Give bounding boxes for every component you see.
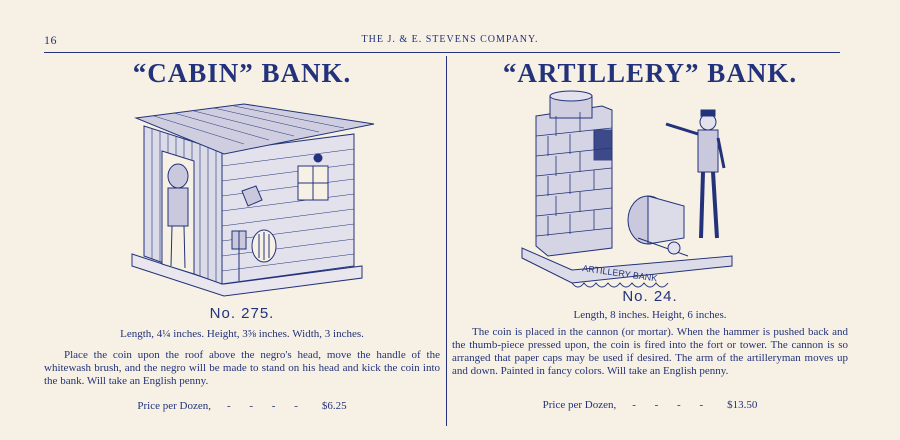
model-number: No. 275.: [209, 305, 275, 322]
price-label: Price per Dozen,: [137, 400, 211, 412]
engraved-label: ARTILLERY BANK: [581, 263, 658, 284]
price-value: $13.50: [727, 399, 758, 411]
price-leader: - - - -: [632, 399, 712, 411]
description: The coin is placed in the cannon (or mortar). When the hammer is pushed back and the thumb-piece pressed upon, the coin is fired into the fort or tower. The cannon is so arranged that paper caps may be used if desired. The arm of the artilleryman moves up and down. Painted in fancy colors. Will take an English penny.: [452, 326, 848, 377]
product-artillery-bank: [452, 58, 848, 440]
price-row: [452, 399, 848, 411]
price-value: $6.25: [321, 400, 347, 412]
price-label: Price per Dozen,: [542, 399, 617, 411]
product-cabin-bank: [44, 58, 440, 440]
dimensions: Length, 8 inches. Height, 6 inches.: [573, 309, 727, 321]
model-number: No. 24.: [622, 288, 678, 305]
price-row: [44, 400, 440, 412]
product-title: “CABIN” BANK.: [132, 58, 352, 88]
header-rule: [44, 52, 840, 53]
price-leader: - - - -: [226, 400, 306, 412]
artillery-bank-illustration: [452, 88, 848, 300]
description: Place the coin upon the roof above the negro's head, move the handle of the whitewash brush, and the negro will be made to stand on his head and kick the coin into the bank. Will take an English penny.: [44, 349, 440, 387]
cabin-bank-illustration: [44, 96, 440, 306]
page-number: 16: [44, 33, 57, 47]
column-divider: [446, 56, 447, 426]
product-title: “ARTILLERY” BANK.: [502, 58, 798, 88]
running-head: THE J. & E. STEVENS COMPANY.: [361, 34, 539, 45]
dimensions: Length, 4¼ inches. Height, 3⅝ inches. Width, 3 inches.: [120, 328, 364, 340]
